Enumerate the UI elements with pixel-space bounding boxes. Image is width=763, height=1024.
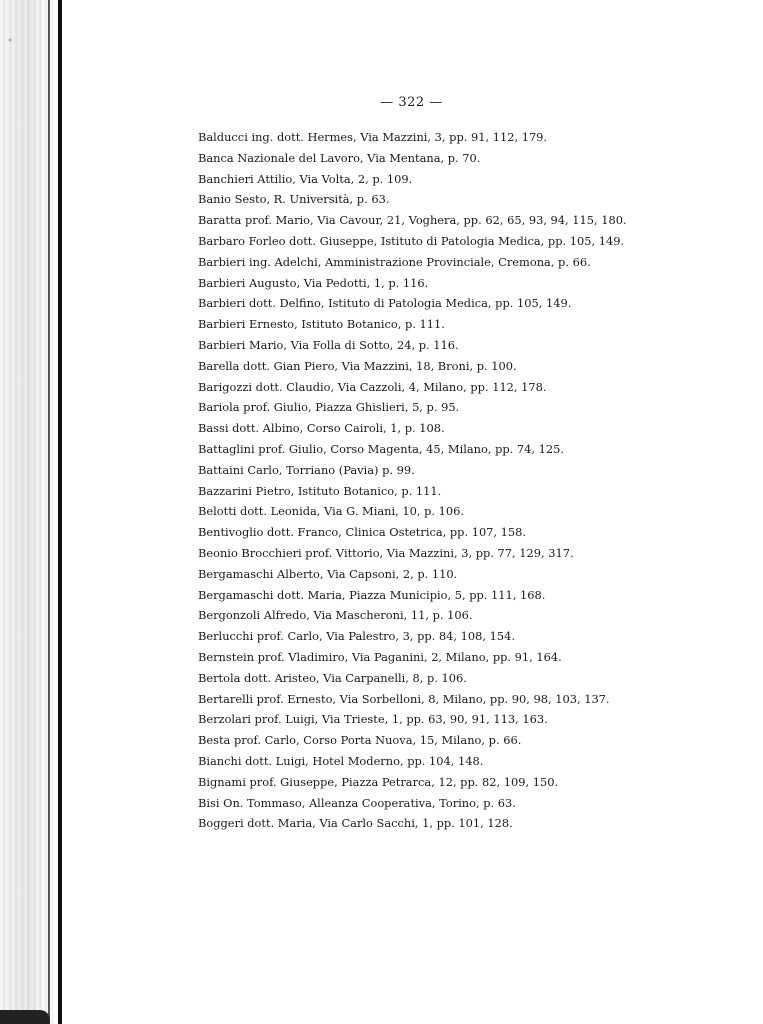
index-entry: Berlucchi prof. Carlo, Via Palestro, 3, pp. 84, 108, 154. bbox=[198, 629, 516, 644]
index-entry: Barbieri ing. Adelchi, Amministrazione Provinciale, Cremona, p. 66. bbox=[198, 254, 591, 269]
index-entry: Bernstein prof. Vladimiro, Via Paganini, 2, Milano, pp. 91, 164. bbox=[198, 649, 562, 664]
scan-corner-mark bbox=[0, 1010, 50, 1024]
book-spine bbox=[58, 0, 62, 1024]
index-entry: Bergamaschi Alberto, Via Capsoni, 2, p. 110. bbox=[198, 566, 458, 581]
index-entry: Barbaro Forleo dott. Giuseppe, Istituto di Patologia Medica, pp. 105, 149. bbox=[198, 233, 625, 248]
page-number: — 322 — bbox=[380, 95, 443, 110]
index-entry: Barbieri Mario, Via Folla di Sotto, 24, p. 116. bbox=[198, 337, 459, 352]
index-entry: Barella dott. Gian Piero, Via Mazzini, 18, Broni, p. 100. bbox=[198, 358, 517, 373]
index-entry: Baratta prof. Mario, Via Cavour, 21, Voghera, pp. 62, 65, 93, 94, 115, 180. bbox=[198, 213, 627, 228]
index-entry: Bazzarini Pietro, Istituto Botanico, p. 111. bbox=[198, 483, 442, 498]
index-entries bbox=[198, 127, 668, 834]
index-entry: Balducci ing. dott. Hermes, Via Mazzini, 3, pp. 91, 112, 179. bbox=[198, 130, 548, 144]
index-entry: Bergonzoli Alfredo, Via Mascheroni, 11, p. 106. bbox=[198, 608, 473, 623]
index-entry: Berzolari prof. Luigi, Via Trieste, 1, pp. 63, 90, 91, 113, 163. bbox=[198, 712, 548, 727]
index-entry: Banca Nazionale del Lavoro, Via Mentana, p. 70. bbox=[198, 150, 481, 165]
index-entry: Barbieri dott. Delfino, Istituto di Patologia Medica, pp. 105, 149. bbox=[198, 296, 572, 311]
scan-edge-shadow bbox=[0, 0, 62, 1024]
index-entry: Barigozzi dott. Claudio, Via Cazzoli, 4, Milano, pp. 112, 178. bbox=[198, 379, 547, 394]
index-entry: Bassi dott. Albino, Corso Cairoli, 1, p. 108. bbox=[198, 421, 445, 436]
book-spine-inner bbox=[48, 0, 50, 1024]
index-entry: Beonio Brocchieri prof. Vittorio, Via Mazzini, 3, pp. 77, 129, 317. bbox=[198, 545, 574, 560]
index-entry: Bianchi dott. Luigi, Hotel Moderno, pp. 104, 148. bbox=[198, 753, 484, 768]
index-entry: Barbieri Augusto, Via Pedotti, 1, p. 116. bbox=[198, 275, 429, 290]
index-entry: Bariola prof. Giulio, Piazza Ghislieri, 5, p. 95. bbox=[198, 400, 460, 415]
index-entry: Battaglini prof. Giulio, Corso Magenta, 45, Milano, pp. 74, 125. bbox=[198, 441, 565, 456]
index-entry: Bergamaschi dott. Maria, Piazza Municipio, 5, pp. 111, 168. bbox=[198, 587, 546, 602]
index-entry: Besta prof. Carlo, Corso Porta Nuova, 15, Milano, p. 66. bbox=[198, 733, 522, 748]
index-entry: Banchieri Attilio, Via Volta, 2, p. 109. bbox=[198, 171, 413, 186]
index-entry: Bertola dott. Aristeo, Via Carpanelli, 8, p. 106. bbox=[198, 670, 467, 685]
index-entry: Bertarelli prof. Ernesto, Via Sorbelloni, 8, Milano, pp. 90, 98, 103, 137. bbox=[198, 691, 610, 706]
index-entry: Barbieri Ernesto, Istituto Botanico, p. 111. bbox=[198, 317, 445, 332]
index-entry: Bentivoglio dott. Franco, Clinica Ostetrica, pp. 107, 158. bbox=[198, 525, 527, 540]
index-entry: Boggeri dott. Maria, Via Carlo Sacchi, 1, pp. 101, 128. bbox=[198, 816, 513, 831]
index-entry: Bignami prof. Giuseppe, Piazza Petrarca, 12, pp. 82, 109, 150. bbox=[198, 774, 559, 789]
index-entry: Bisi On. Tommaso, Alleanza Cooperativa, Torino, p. 63. bbox=[198, 795, 516, 810]
index-entry: Banio Sesto, R. Università, p. 63. bbox=[198, 192, 390, 207]
index-entry: Belotti dott. Leonida, Via G. Miani, 10, p. 106. bbox=[198, 504, 465, 519]
index-entry: Battaini Carlo, Torriano (Pavia) p. 99. bbox=[198, 462, 415, 477]
